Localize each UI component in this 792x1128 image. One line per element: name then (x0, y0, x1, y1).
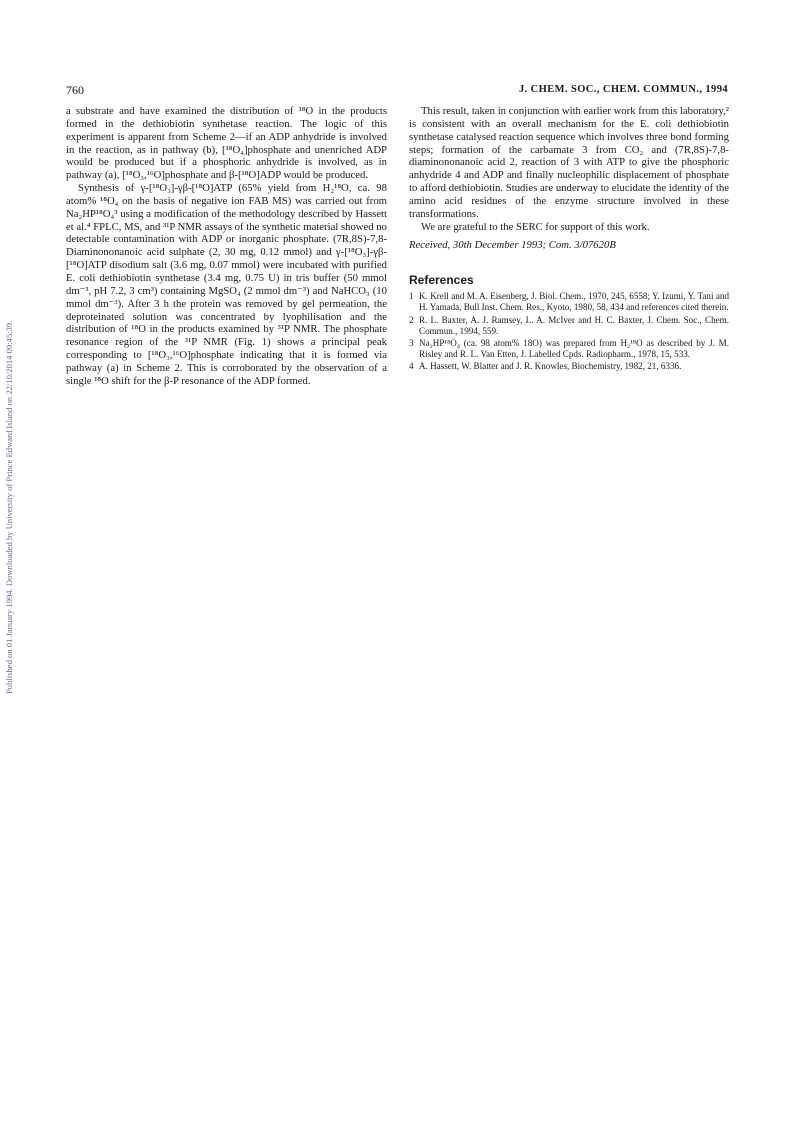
journal-header: J. CHEM. SOC., CHEM. COMMUN., 1994 (518, 84, 728, 95)
reference-text: K. Krell and M. A. Eisenberg, J. Biol. Chem., 1970, 245, 6558; Y. Izumi, Y. Tani and H. Yamada, Bull Inst. Chem. Res., Kyoto, 1980, 58, 434 and references cited therein. (419, 291, 729, 313)
acknowledgement: We are grateful to the SERC for support of this work. (421, 220, 650, 233)
body-paragraph: a substrate and have examined the distribution of ¹⁸O in the products formed in the dethiobiotin synthetase reaction. The logic of this experiment is apparent from Scheme 2—if an ADP anhydride is involved in the reaction, as in pathway (b), [¹⁸O₄]phosphate and unenriched ADP would be produced but if a phosphoric anhydride is involved, as in pathway (a), [¹⁸O₃,¹⁶O]phosphate and β-[¹⁸O]ADP would be produced. (66, 105, 387, 182)
reference-text: A. Hassett, W. Blatter and J. R. Knowles, Biochemistry, 1982, 21, 6336. (419, 361, 682, 372)
reference-number: 2 (409, 314, 414, 325)
download-watermark (3, 216, 15, 694)
reference-text: R. L. Baxter, A. J. Ramsey, L. A. McIver and H. C. Baxter, J. Chem. Soc., Chem. Commun., 1994, 559. (419, 314, 729, 336)
body-paragraph: Synthesis of γ-[¹⁸O₃]-γβ-[¹⁸O]ATP (65% yield from H₂¹⁸O, ca. 98 atom% ¹⁸O₄ on the basis of negative ion FAB MS) was carried out from Na₂HP¹⁸O₄³ using a modification of the methodology described by Hassett et al.⁴ FPLC, MS, and ³¹P NMR assays of the synthetic material showed no detectable contamination with ADP or inorganic phosphate. (7R,8S)-7,8-Diaminononanoic acid sulphate (2, 30 mg, 0.12 mmol) and γ-[¹⁸O₃]-γβ-[¹⁸O]ATP disodium salt (3.6 mg, 0.07 mmol) were incubated with purified E. coli dethiobiotin synthetase (3.4 mg, 0.75 U) in tris buffer (50 mmol dm⁻³, pH 7.2, 3 cm³) containing MgSO₄ (2 mmol dm⁻³) and NaHCO₃ (10 mmol dm⁻³). After 3 h the protein was removed by gel permeation, the deproteinated solution was concentrated by lyophilisation and the distribution of ¹⁸O in the products examined by ³¹P NMR. The phosphate resonance region of the ³¹P NMR (Fig. 1) shows a principal peak corresponding to [¹⁸O₃,¹⁶O]phosphate indicating that it is formed via pathway (a) in Scheme 2. This is corroborated by the observation of a single ¹⁸O shift for the β-P resonance of the ADP formed. (66, 182, 387, 387)
reference-item (409, 291, 729, 313)
references-list (409, 291, 729, 372)
reference-number: 3 (409, 337, 414, 348)
received-line: Received, 30th December 1993; Com. 3/07620B (409, 239, 616, 252)
reference-item (409, 338, 729, 360)
download-watermark-text: Published on 01 January 1994. Downloaded by University of Prince Edward Island on 22/10/2014 09:45:39. (4, 320, 14, 694)
left-column (66, 105, 387, 388)
right-column (409, 105, 729, 374)
reference-number: 1 (409, 291, 414, 302)
references-heading: References (409, 273, 474, 288)
page-number: 760 (66, 83, 84, 97)
reference-item (409, 361, 729, 372)
reference-text: Na₂HP¹⁸O₄ (ca. 98 atom% 18O) was prepared from H₂¹⁸O as described by J. M. Risley and R. L. Van Etten, J. Labelled Cpds. Radiopharm., 1978, 15, 533. (419, 337, 729, 360)
body-paragraph: This result, taken in conjunction with earlier work from this laboratory,² is consistent with an overall mechanism for the E. coli dethiobiotin synthetase catalysed reaction sequence which involves three bond forming steps; formation of the carbamate 3 from CO₂ and (7R,8S)-7,8-diaminononanoic acid 2, reaction of 3 with ATP to give the phosphoric anhydride 4 and ADP and finally nucleophilic displacement of phosphate to afford dethiobiotin. Studies are underway to elucidate the identity of the amino acid residues of the enzyme structure involved in these transformations. (409, 105, 729, 220)
reference-item (409, 315, 729, 337)
reference-number: 4 (409, 361, 414, 372)
